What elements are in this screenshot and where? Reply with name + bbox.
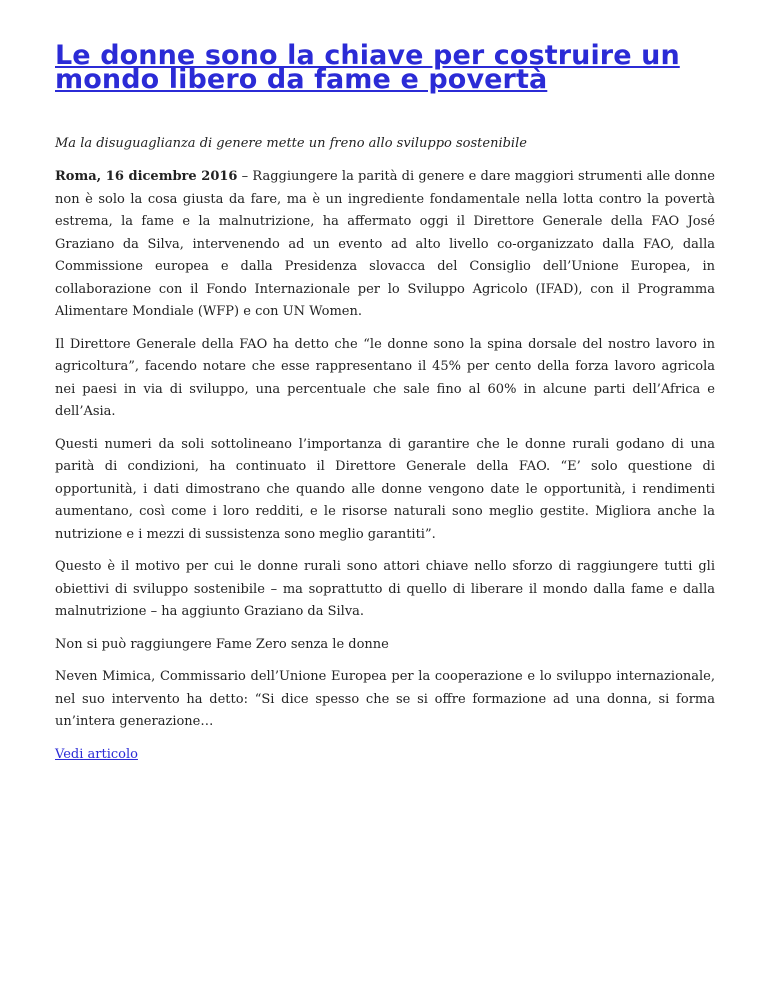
article-paragraph-1-text: – Raggiungere la parità di genere e dare maggiori strumenti alle donne non è solo la cosa giusta da fare, ma è un ingrediente fondamentale nella lotta contro la povertà estrema, la fame e la malnutrizione, ha affermato oggi il Direttore Generale della FAO José Graziano da Silva, intervenendo ad un evento ad alto livello co-organizzato dalla FAO, dalla Commissione europea e dalla Presidenza slovacca del Consiglio dell’Unione Europea, in collaborazione con il Fondo Internazionale per lo Sviluppo Agricolo (IFAD), con il Programma Alimentare Mondiale (WFP) e con UN Women. [55,169,716,319]
article-title [55,40,715,95]
article-paragraph-1 [55,166,715,324]
article-paragraph-2: Il Direttore Generale della FAO ha detto che “le donne sono la spina dorsale del nostro lavoro in agricoltura”, facendo notare che esse rappresentano il 45% per cento della forza lavoro agricola nei paesi in via di sviluppo, una percentuale che sale fino al 60% in alcune parti dell’Africa e dell’Asia. [55,336,715,419]
read-more-link[interactable]: Vedi articolo [55,746,138,762]
article-title-link[interactable]: Le donne sono la chiave per costruire un mondo libero da fame e povertà [55,40,680,95]
article-paragraph-3: Questi numeri da soli sottolineano l’importanza di garantire che le donne rurali godano di una parità di condizioni, ha continuato il Direttore Generale della FAO. “E’ solo questione di opportunità, i dati dimostrano che quando alle donne vengono date le opportunità, i rendimenti aumentano, così come i loro redditi, e le risorse naturali sono meglio gestite. Migliora anche la nutrizione e i mezzi di sussistenza sono meglio garantiti”. [55,436,715,542]
article-dateline: Roma, 16 dicembre 2016 [55,169,238,184]
article-paragraph-5: Neven Mimica, Commissario dell’Unione Europea per la cooperazione e lo sviluppo internazionale, nel suo intervento ha detto: “Si dice spesso che se si offre formazione ad una donna, si forma un’intera generazione… [55,669,715,729]
article [55,40,716,766]
article-subtitle: Ma la disuguaglianza di genere mette un freno allo sviluppo sostenibile [55,136,527,151]
article-paragraph-4: Questo è il motivo per cui le donne rurali sono attori chiave nello sforzo di raggiungere tutti gli obiettivi di sviluppo sostenibile – ma soprattutto di quello di liberare il mondo dalla fame e dalla malnutrizione – ha aggiunto Graziano da Silva. [55,559,715,619]
article-subheading: Non si può raggiungere Fame Zero senza le donne [55,636,389,652]
